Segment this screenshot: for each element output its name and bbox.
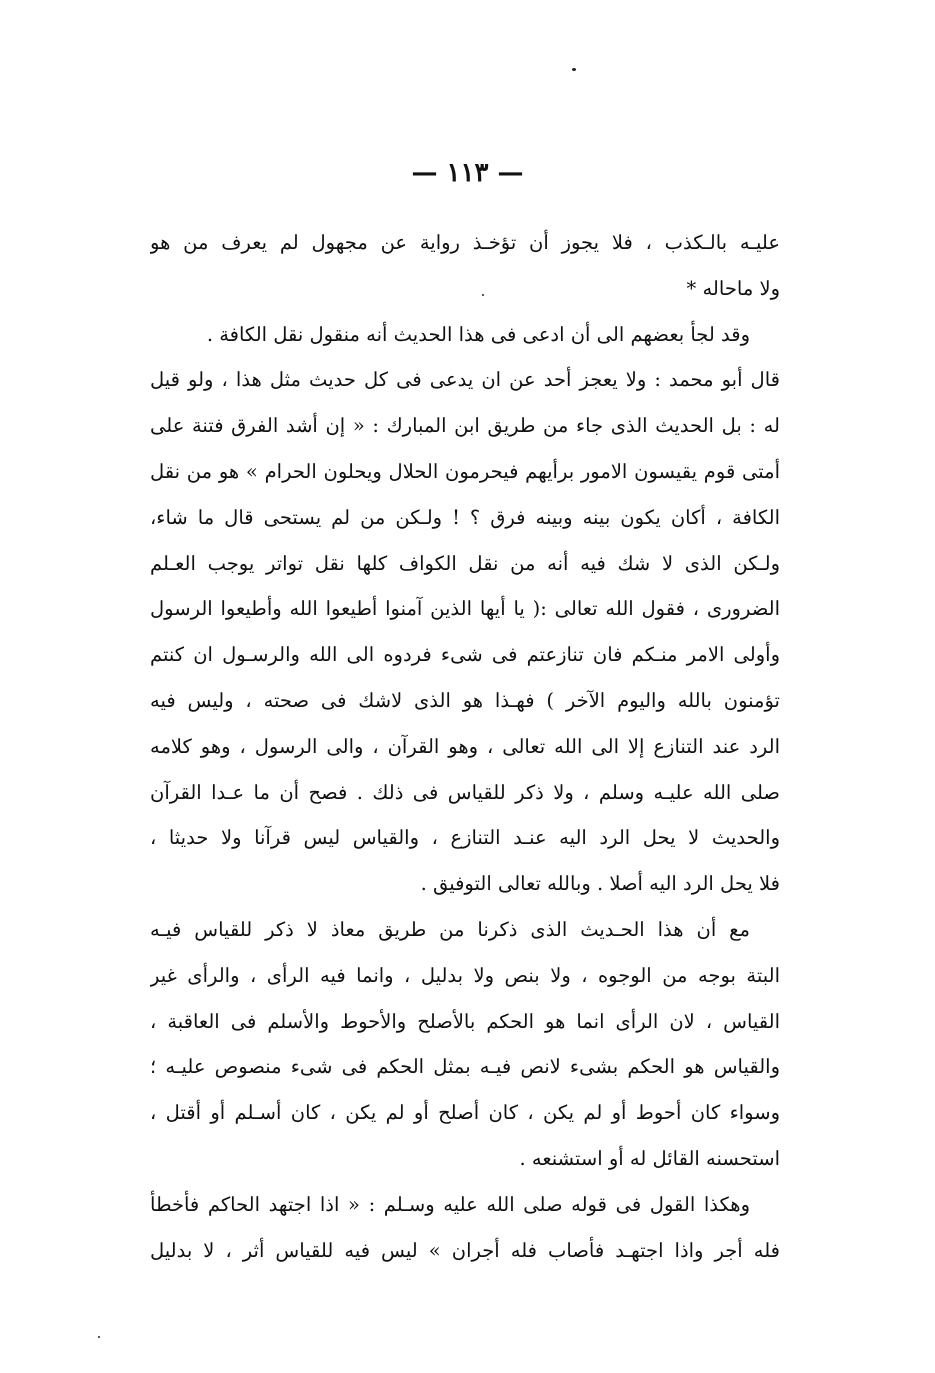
text-line: البتة بوجه من الوجوه ، ولا بنص ولا بدليل ، وانما فيه الرأى ، والرأى غير: [150, 963, 780, 987]
text-line: فله أجر واذا اجتهـد فأصاب فله أجران » ليس فيه للقياس أثر ، لا بدليل: [150, 1238, 780, 1262]
text-line: أمتى قوم يقيسون الامور برأيهم فيحرمون الحلال ويحلون الحرام » هو من نقل: [150, 459, 780, 483]
text-line: الكافة ، أكان يكون بينه وبينه فرق ؟ ! ولـكن من لم يستحى قال ما شاء،: [150, 505, 780, 529]
ink-speck: [98, 1336, 100, 1338]
text-line: الرد عند التنازع إلا الى الله تعالى ، وهو القرآن ، والى الرسول ، وهو كلامه: [150, 734, 780, 758]
text-line: وأولى الامر منـكم فان تنازعتم فى شىء فردوه الى الله والرسـول ان كنتم: [150, 643, 780, 667]
text-line: صلى الله عليـه وسلم ، ولا ذكر للقياس فى ذلك . فصح أن ما عـدا القرآن: [150, 780, 780, 804]
text-line: قال أبو محمد : ولا يعجز أحد عن ان يدعى فى كل حديث مثل هذا ، ولو قيل: [150, 368, 780, 392]
text-line: الضرورى ، فقول الله تعالى :( يا أيها الذين آمنوا أطيعوا الله وأطيعوا الرسول: [150, 597, 780, 621]
text-line: والقياس هو الحكم بشىء لانص فيـه بمثل الحكم فى شىء منصوص عليـه ؛: [150, 1055, 780, 1079]
text-line: ولـكن الذى لا شك فيه أنه من نقل الكواف كلها نقل تواتر يوجب العـلم: [150, 551, 780, 575]
text-line: وهكذا القول فى قوله صلى الله عليه وسـلم : « اذا اجتهد الحاكم فأخطأ: [150, 1192, 750, 1216]
text-line: وسواء كان أحوط أو لم يكن ، كان أصلح أو لم يكن ، كان أسـلم أو أقتل ،: [150, 1101, 780, 1125]
text-line: استحسنه القائل له أو استشنعه .: [519, 1146, 780, 1170]
text-line: وقد لجأ بعضهم الى أن ادعى فى هذا الحديث أنه منقول نقل الكافة .: [206, 322, 750, 346]
text-line: القياس ، لان الرأى انما هو الحكم بالأصلح والأحوط والأسلم فى العاقبة ،: [150, 1009, 780, 1033]
text-line: عليـه بالـكذب ، فلا يجوز أن تؤخـذ رواية عن مجهول لم يعرف من هو: [150, 231, 780, 254]
text-line: فلا يحل الرد اليه أصلا . وبالله تعالى التوفيق .: [420, 872, 780, 896]
text-line: له : بل الحديث الذى جاء من طريق ابن المبارك : « إن أشد الفرق فتنة على: [150, 414, 780, 438]
text-line: مع أن هذا الحـديث الذى ذكرنا من طريق معاذ لا ذكر للقياس فيـه: [150, 917, 750, 941]
body-text: [150, 220, 780, 1273]
text-line: ولا ماحاله *: [686, 276, 780, 300]
page-number: — ١١٣ —: [411, 158, 524, 188]
ink-speck: [572, 68, 576, 71]
text-line: والحديث لا يحل الرد اليه عنـد التنازع ، والقياس ليس قرآنا ولا حديثا ،: [150, 826, 780, 850]
text-line: تؤمنون بالله واليوم الآخر ) فهـذا هو الذى لاشك فى صحته ، وليس فيه: [150, 688, 780, 712]
